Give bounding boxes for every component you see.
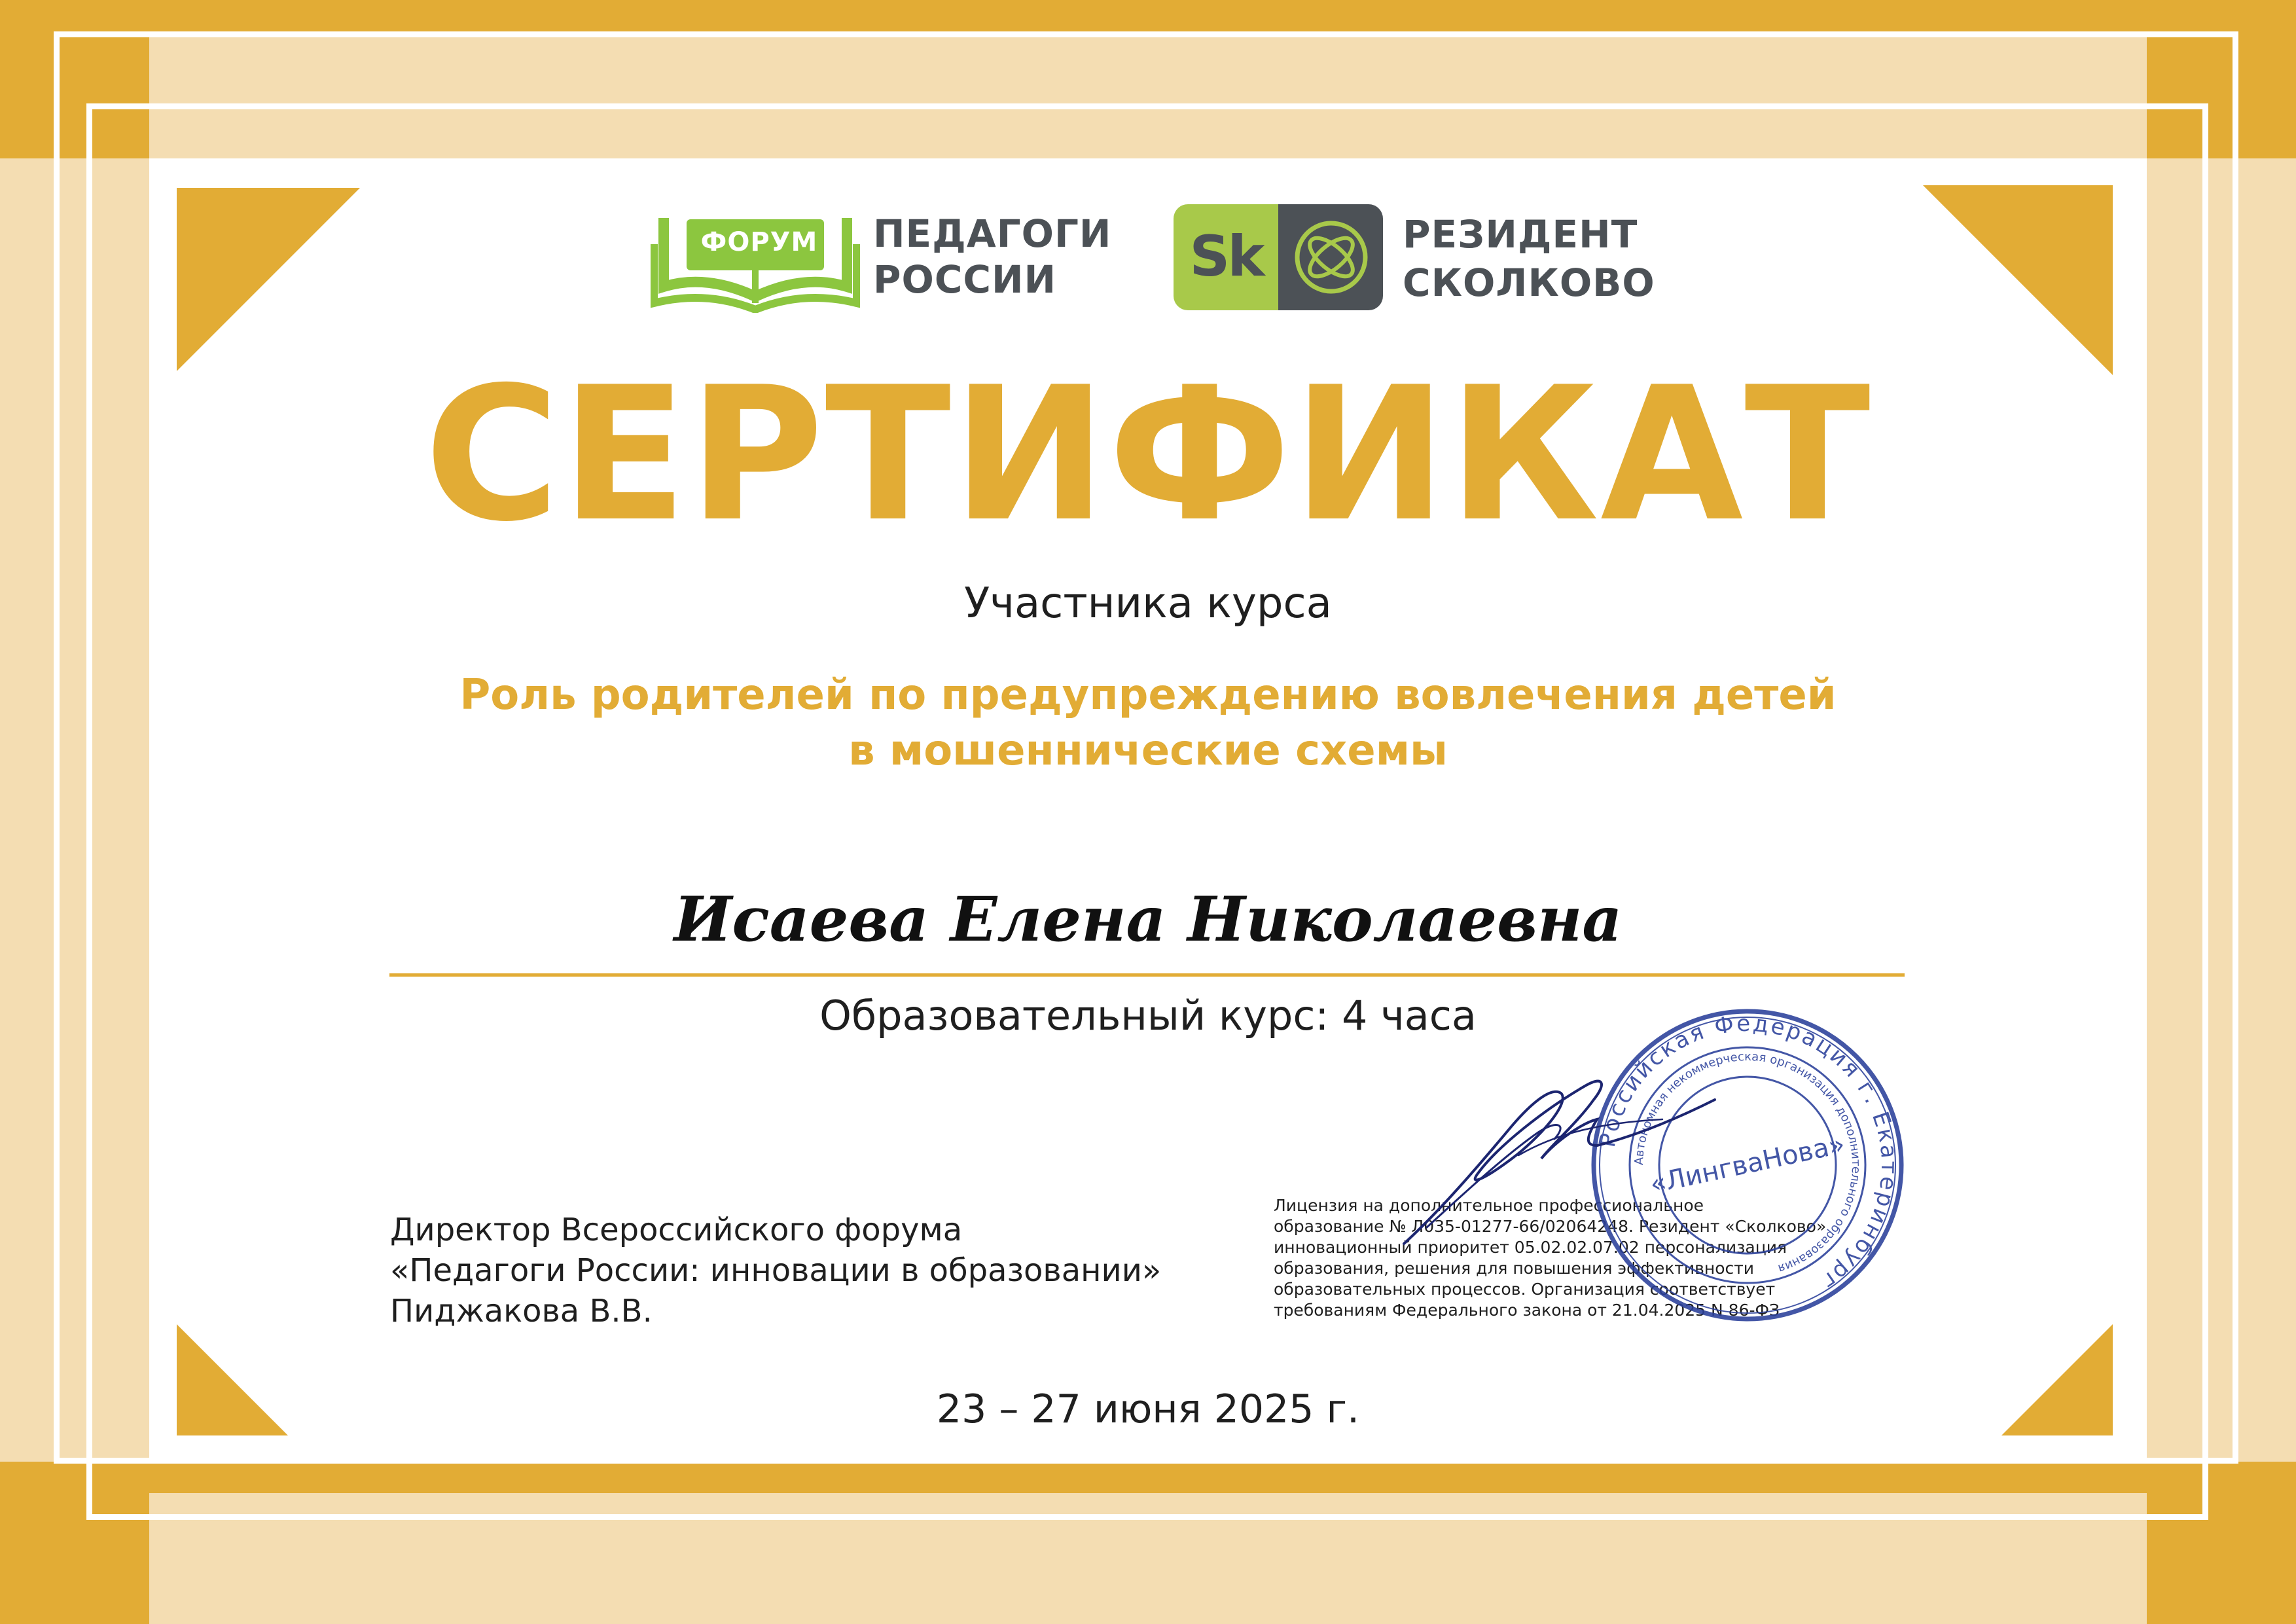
stamp-inner-text: Автономная некоммерческая организация дополнительного образования (1632, 1049, 1863, 1276)
recipient-name: Исаева Елена Николаевна (673, 884, 1623, 956)
stamp-outer-text: Российская Федерация г. Екатеринбург (1594, 1010, 1903, 1296)
orbit-atom-icon (1290, 216, 1372, 298)
certificate-subtitle: Участника курса (964, 579, 1332, 628)
skolkovo-badge (1174, 204, 1383, 310)
license-line4: образования, решения для повышения эффективности (1274, 1259, 1755, 1278)
license-line1: Лицензия на дополнительное профессиональное (1274, 1196, 1704, 1215)
license-line2: образование № Л035-01277-66/02064248. Резидент «Сколково» (1274, 1217, 1827, 1236)
signatory-line2: «Педагоги России: инновации в образовании» (390, 1252, 1162, 1289)
signatory-name: Пиджакова В.В. (390, 1293, 653, 1329)
skolkovo-logo (1174, 204, 1658, 312)
skolkovo-name-line1: РЕЗИДЕНТ (1403, 212, 1638, 257)
course-dates: 23 – 27 июня 2025 г. (936, 1386, 1360, 1432)
corner-triangle-top-left (177, 188, 360, 371)
course-hours: Образовательный курс: 4 часа (819, 992, 1477, 1039)
forum-name-line2: РОССИИ (873, 257, 1057, 302)
course-title-line2: в мошеннические схемы (848, 727, 1448, 775)
signatory-block (390, 1210, 1241, 1331)
license-line6: требованиям Федерального закона от 21.04.2025 N 86-ФЗ (1274, 1301, 1780, 1320)
skolkovo-name-line2: СКОЛКОВО (1403, 261, 1655, 305)
course-title-line1: Роль родителей по предупреждению вовлечения детей (459, 671, 1837, 719)
forum-name-line1: ПЕДАГОГИ (873, 211, 1112, 256)
skolkovo-badge-text: Sk (1189, 224, 1263, 289)
stamp-center-text: «ЛингваНова» (1647, 1129, 1848, 1200)
forum-book-label: ФОРУМ (700, 227, 818, 257)
handwritten-signature (1388, 1047, 1754, 1270)
signatory-line1: Директор Всероссийского форума (390, 1212, 963, 1248)
forum-logo (651, 200, 1112, 311)
recipient-underline (389, 973, 1905, 977)
license-line5: образовательных процессов. Организация соответствует (1274, 1280, 1776, 1299)
license-line3: инновационный приоритет 05.02.02.07.02 персонализация (1274, 1238, 1787, 1257)
certificate-title: СЕРТИФИКАТ (424, 347, 1872, 562)
frame-gold-stripe-top (0, 0, 2296, 31)
open-book-icon (651, 205, 860, 313)
